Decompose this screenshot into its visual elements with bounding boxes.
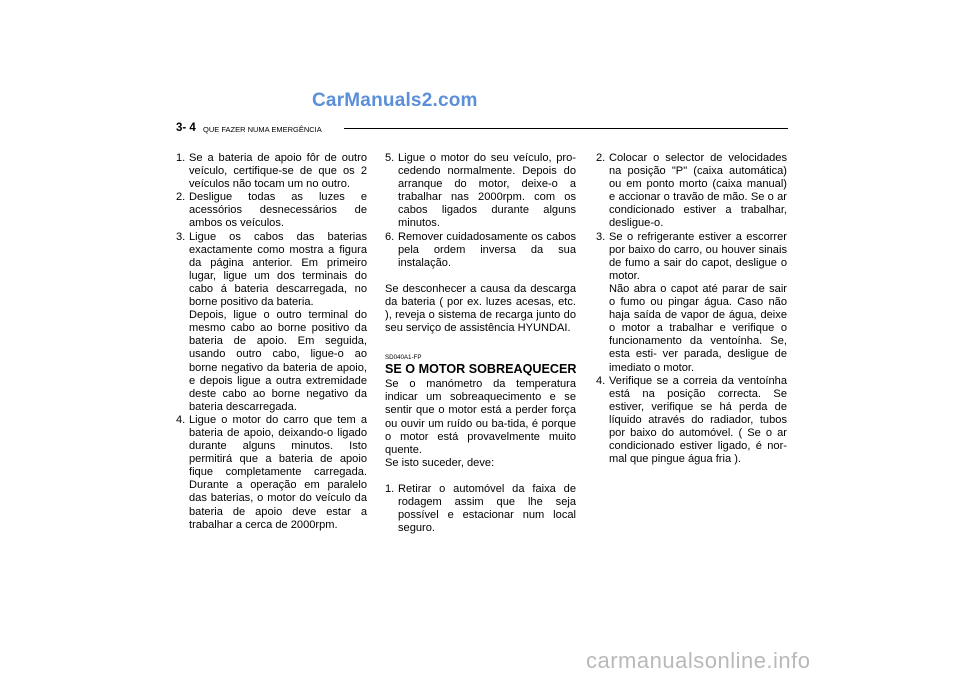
watermark-carmanuals2: CarManuals2.com (312, 90, 478, 111)
page-header (176, 122, 788, 136)
list-item (176, 231, 367, 414)
battery-discharge-note: Se desconhecer a causa da descarga da bateria ( por ex. luzes acesas, etc. ), reveja o sistema de recarga junto do seu serviço de assistência HYUNDAI. (385, 282, 576, 335)
column-1 (176, 152, 367, 532)
column-2 (385, 152, 576, 535)
list-item (596, 231, 787, 375)
overheating-intro: Se o manómetro da temperatura indicar um sobreaquecimento e se sentir que o motor está a perder força ou ouvir um ruído ou ba-tida, é porque o motor está provavelmente muito quente. (385, 378, 576, 456)
header-rule (344, 128, 788, 129)
overheating-steps-list (385, 483, 576, 535)
list-item-number: 1. (385, 482, 395, 495)
list-item (596, 375, 787, 467)
overheating-intro-followup: Se isto suceder, deve: (385, 456, 495, 469)
list-item-text: Se a bateria de apoio fôr de outro veículo, certifique-se de que os 2 veículos não tocam um no outro. (189, 152, 367, 191)
list-item (176, 191, 367, 230)
list-item-number: 3. (176, 230, 186, 243)
list-item-number: 4. (176, 413, 186, 426)
list-item-text: Retirar o automóvel da faixa de rodagem assim que lhe seja possível e estacionar num local seguro. (398, 482, 576, 535)
list-item-text: Desligue todas as luzes e acessórios desnecessários de ambos os veículos. (189, 191, 367, 230)
list-item-text: Ligue os cabos das baterias exactamente como mostra a figura da página anterior. Em primeiro lugar, ligue um dos terminais do cabo á bateria descarregada, no borne positivo da bateria. (189, 230, 367, 309)
list-item-text: Verifique se a correia da ventoínha está na posição correcta. Se estiver, verifique se há perda de líquido através do radiador, tubos por baixo do automóvel. ( Se o ar condicionado estiver ligado, é nor-mal que pingue água fria ). (609, 374, 787, 466)
list-item (176, 414, 367, 532)
list-item-number: 4. (596, 374, 606, 387)
column-3 (596, 152, 787, 466)
list-item-number: 1. (176, 152, 186, 164)
list-item (385, 231, 576, 270)
list-item-number: 2. (596, 152, 606, 164)
list-item (385, 483, 576, 535)
list-item-text: Ligue o motor do carro que tem a bateria de apoio, deixando-o ligado durante alguns minutos. Isto permitirá que a bateria de apoio fique completamente carregada. Durante a operação em paralelo das baterias, o motor do veículo da bateria de apoio deve estar a trabalhar a cerca de 2000rpm. (189, 413, 367, 531)
list-item-text: Colocar o selector de velocidades na posição "P" (caixa automática) ou em ponto morto (caixa manual) e accionar o travão de mão. Se o ar condicionado estiver a trabalhar, desligue-o. (609, 152, 787, 230)
list-item (385, 152, 576, 231)
list-item-text: Remover cuidadosamente os cabos pela ordem inversa da sua instalação. (398, 230, 576, 269)
watermark-carmanualsonline: carmanualsonline.info (586, 648, 811, 673)
section-code: SD040A1-FP (385, 354, 422, 362)
list-item (176, 152, 367, 191)
list-item-text-continued: Depois, ligue o outro terminal do mesmo cabo ao borne positivo da bateria de apoio. Em seguida, usando outro cabo, ligue-o ao borne negativo da bateria de apoio, e depois ligue a outra extremidade deste cabo ao borne negativo da bateria descarregada. (189, 309, 367, 413)
jump-start-steps-list (176, 152, 367, 532)
section-heading: SE O MOTOR SOBREAQUECER (385, 362, 577, 377)
list-item-text: Se o refrigerante estiver a escorrer por baixo do carro, ou houver sinais de fumo a sair do capot, desligue o motor. (609, 230, 787, 282)
list-item-number: 3. (596, 230, 606, 243)
page-number: 3- 4 (176, 122, 196, 134)
overheating-steps-list-continued (596, 152, 787, 466)
list-item-text-continued: Não abra o capot até parar de sair o fumo ou pingar água. Caso não haja saída de vapor de água, deixe o motor a trabalhar e verifique o funcionamento da ventoínha. Se, esta esti- ver parada, desligue de imediato o motor. (609, 282, 787, 374)
list-item (596, 152, 787, 231)
jump-start-steps-list-continued (385, 152, 576, 270)
list-item-number: 5. (385, 152, 395, 164)
list-item-text: Ligue o motor do seu veículo, pro-cedendo normalmente. Depois do arranque do motor, deixe-o a trabalhar nas 2000rpm. com os cabos ligados durante alguns minutos. (398, 152, 576, 230)
list-item-number: 6. (385, 230, 395, 243)
list-item-number: 2. (176, 191, 186, 204)
section-title: QUE FAZER NUMA EMERGÊNCIA (203, 124, 322, 134)
